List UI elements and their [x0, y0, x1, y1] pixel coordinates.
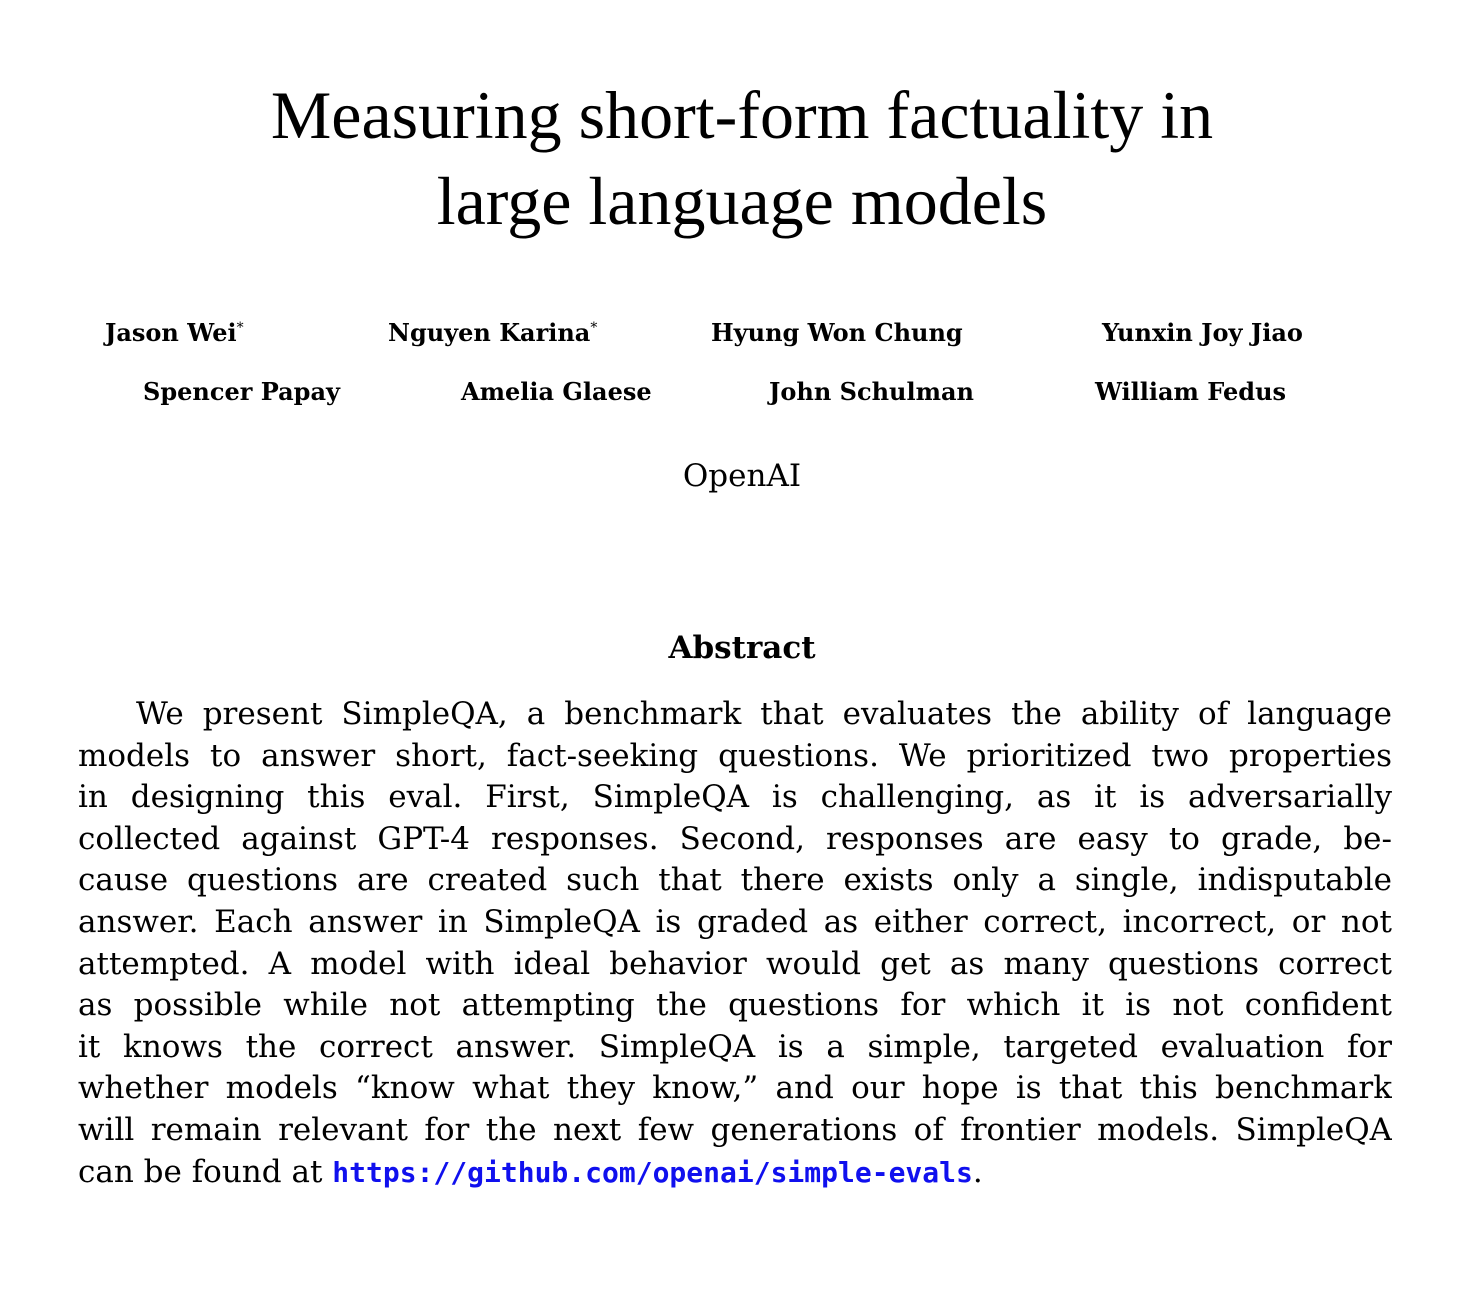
author: Nguyen Karina*	[388, 318, 598, 347]
abstract-line-last: can be found at https://github.com/openai/simple-evals.	[78, 1153, 983, 1190]
abstract-line: as possible while not attempting the questions for which it is not confident	[78, 987, 1392, 1024]
author: Jason Wei*	[105, 318, 244, 347]
author: Spencer Papay	[143, 377, 340, 406]
author: Amelia Glaese	[461, 377, 652, 406]
abstract-line: attempted. A model with ideal behavior would get as many questions correct	[78, 945, 1392, 982]
abstract-line: cause questions are created such that there exists only a single, indisputable	[78, 862, 1392, 899]
abstract-line: We present SimpleQA, a benchmark that evaluates the ability of language	[136, 696, 1392, 732]
paper-title	[0, 72, 1484, 244]
title-line-1: Measuring short-form factuality in	[270, 77, 1214, 153]
affiliation: OpenAI	[682, 458, 802, 494]
abstract-line: models to answer short, fact-seeking questions. We prioritized two properties	[78, 737, 1392, 774]
author: William Fedus	[1095, 377, 1287, 406]
abstract-line: whether models “know what they know,” and our hope is that this benchmark	[78, 1070, 1392, 1107]
repository-link[interactable]: https://github.com/openai/simple-evals	[332, 1155, 973, 1189]
abstract-line: will remain relevant for the next few generations of frontier models. SimpleQA	[78, 1111, 1392, 1148]
abstract-line: it knows the correct answer. SimpleQA is a simple, targeted evaluation for	[78, 1028, 1392, 1065]
author: John Schulman	[769, 377, 974, 406]
abstract-line: answer. Each answer in SimpleQA is graded as either correct, incorrect, or not	[78, 903, 1392, 940]
title-line-2: large language models	[436, 163, 1048, 239]
abstract-heading: Abstract	[668, 630, 816, 666]
abstract-line: in designing this eval. First, SimpleQA is challenging, as it is adversarially	[78, 779, 1392, 816]
author: Hyung Won Chung	[711, 318, 963, 347]
abstract-body	[78, 694, 1392, 1193]
authors-row-2	[0, 377, 1484, 417]
authors-row-1	[0, 318, 1484, 358]
author: Yunxin Joy Jiao	[1102, 318, 1303, 347]
abstract-line: collected against GPT-4 responses. Second, responses are easy to grade, be-	[78, 820, 1392, 857]
